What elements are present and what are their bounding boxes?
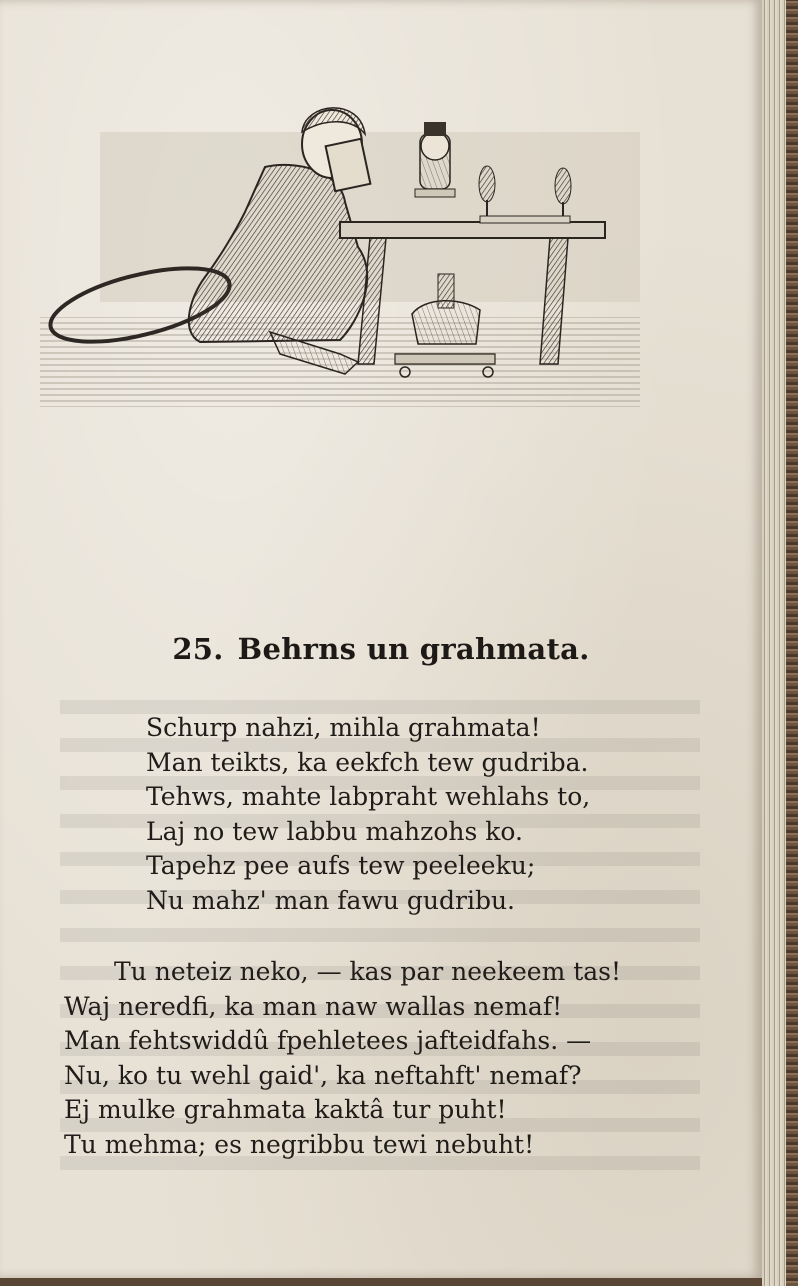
stanza-2 [64, 955, 621, 1163]
toy-figure-base [415, 189, 455, 197]
toy-figure-hat [424, 122, 446, 136]
poem-heading [0, 632, 762, 666]
poem-line: Schurp nahzi, mihla grahmata! [146, 713, 541, 742]
toy-rider [438, 274, 454, 308]
table-top [340, 222, 605, 238]
stanza-1 [146, 711, 590, 919]
toy-base-board [480, 216, 570, 223]
poem-number: 25. [172, 632, 224, 666]
poem-line: Ej mulke grahmata kaktâ tur puht! [64, 1095, 507, 1125]
poem-line: Nu, ko tu wehl gaid', ka neftahft' nemaf? [64, 1060, 582, 1090]
toy-figure-head [421, 132, 449, 160]
poem-line: Laj no tew labbu mahzohs ko. [146, 816, 523, 846]
poem-line: Tu mehma; es negribbu tewi nebuht! [64, 1129, 535, 1159]
poem-title: Behrns un grahmata. [237, 632, 590, 666]
toy-horse-base [395, 354, 495, 364]
poem-line: Man teikts, ka eekfch tew gudriba. [146, 747, 589, 777]
poem-line: Tu neteiz neko, — kas par neekeem tas! [114, 957, 622, 986]
poem-line: Waj neredfi, ka man naw wallas nemaf! [64, 991, 563, 1021]
poem-line: Tapehz pee aufs tew peeleeku; [146, 851, 536, 881]
poem-line: Man fehtswiddû fpehletees jafteidfahs. — [64, 1026, 592, 1056]
poem-line: Nu mahz' man fawu gudribu. [146, 885, 515, 915]
poem-line: Tehws, mahte labpraht wehlahs to, [146, 782, 591, 812]
toy-tree-left [479, 166, 495, 202]
engraving-child-with-book-and-toys [40, 92, 640, 422]
toy-tree-right [555, 168, 571, 204]
page-edges [762, 0, 786, 1286]
book-cover-edge [786, 0, 798, 1286]
